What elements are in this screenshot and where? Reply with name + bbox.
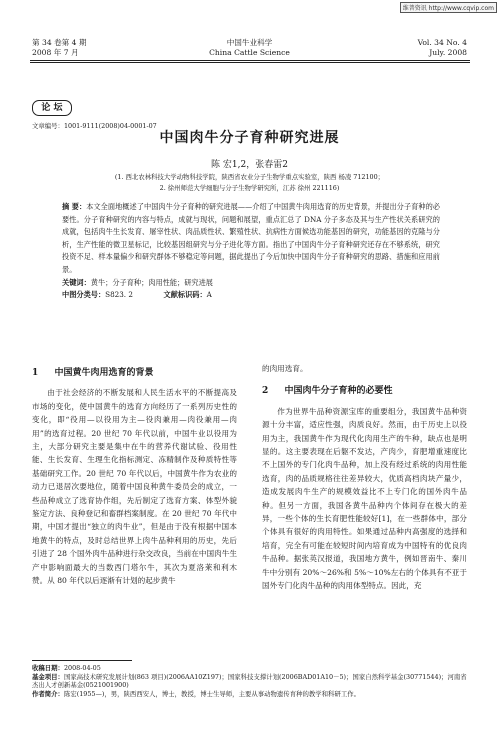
footnote-received-text: 2008-04-05: [63, 664, 101, 672]
footnote-author-label: 作者简介：: [32, 689, 64, 698]
clc-label: 中图分类号：: [62, 290, 106, 300]
publish-date-en: July. 2008: [429, 48, 467, 57]
footnote-funding: [32, 673, 472, 690]
footnote-rule: [32, 660, 132, 661]
doc-code-label: 文献标识码：: [163, 290, 207, 300]
journal-name-en: China Cattle Science: [209, 48, 290, 57]
affiliation-1: (1. 西北农林科技大学动物科技学院，陕西省农业分子生物学重点实验室，陕西 杨凌 712100；: [114, 173, 385, 181]
header-rule-double: [30, 62, 470, 63]
footnote-funding-label: 基金项目：: [32, 672, 64, 681]
authors: 陈 宏1,2，张春雷2: [211, 160, 288, 170]
keywords: 黄牛；分子育种；肉用性能；研究进展: [90, 277, 213, 287]
clc-number: S823. 2: [105, 290, 133, 300]
header-rule: [30, 60, 470, 61]
section-2-number: 2: [262, 386, 269, 397]
section-1-number: 1: [32, 368, 39, 378]
footnote-received-label: 收稿日期：: [32, 664, 64, 672]
footnotes: [32, 664, 472, 698]
footnote-author-bio: [32, 690, 472, 699]
section-1-heading: [32, 367, 237, 380]
section-tag: 论 坛: [32, 100, 72, 116]
footnote-author-text: 陈宏(1955—)，男，陕西西安人，博士，教授，博士生导师，主要从事动物遗传育种的教学和科研工作。: [63, 689, 360, 698]
abstract-label: 摘 要：: [62, 202, 87, 211]
article-number: 文章编号：1001-9111(2008)04-0001-07: [32, 122, 157, 130]
classification-line: [62, 289, 440, 302]
keywords-line: [62, 277, 440, 290]
journal-name-cn: 中国牛业科学: [226, 38, 273, 47]
footnote-funding-text: 国家高技术研究发展计划(863 项目)(2006AA10Z197)；国家科技支撑计划(2006BAD01A10－5)；国家自然科学基金(30771544)；河南省杰出人才创新基金(0521001900): [32, 672, 467, 690]
archive-stamp: 维普资讯 http://www.cqvip.com: [400, 2, 497, 13]
abstract-body: 本文全面地概述了中国肉牛分子育种的研究进展——介绍了中国黄牛肉用选育的历史背景，并提出分子育种的必要性。分子育种研究的内容与特点，成就与现状，问题和展望，重点汇总了 DNA 分子多态及其与生产性状关系研究的成就，包括肉牛生长发育、屠宰性状、肉品质性状、繁殖性状、抗病性方面候选功能基因的研究，功能基因的克隆与分析，生产性能的微卫星标记，比较基因组研究与分子进化等方面。指出了中国肉牛分子育种研究还存在不够系统，研究投资不足、样本量偏少和研究群体不够稳定等问题，据此提出了今后加快中国肉牛分子育种研究的思路、措施和应用前景。: [62, 202, 440, 274]
affiliation-2: 2. 徐州师范大学细胞与分子生物学研究所，江苏 徐州 221116): [159, 184, 340, 192]
right-column: [262, 362, 467, 593]
abstract-text: [62, 201, 440, 277]
volume-issue-en: Vol. 34 No. 4: [417, 38, 467, 47]
section-2-title: 中国肉牛分子育种的必要性: [284, 386, 393, 397]
section-1-title: 中国黄牛肉用选育的背景: [54, 368, 154, 378]
article-title: 中国肉牛分子育种研究进展: [159, 130, 340, 146]
section-1-paragraph: 由于社会经济的不断发展和人民生活水平的不断提高及市场的变化，使中国黄牛的选育方向经历了一系列历史性的变化，即“役用—以役用为主—役肉兼用—肉役兼用—肉用”的选育过程。20 世纪 70 年代以前，中国牛业以役用为主，大部分研究主要是集中在牛的营养代谢试验、役用性能、生长发育、生理生化指标测定、冻精制作及种质特性等基础研究工作。20 世纪 70 年代以后，中国黄牛作为农业的动力已退居次要地位，随着中国良种黄牛委员会的成立，一些品种成立了选育协作组，先后制定了选育方案、体型外貌鉴定方法、良种登记和畜群档案制度。在 20 世纪 70 年代中期，中国才提出“独立的肉牛业”，但是由于没有根据中国本地黄牛的特点，及时总结世界上肉牛品种利用的历史，先后引进了 28 个国外肉牛品种进行杂交改良，当前在中国肉牛生产中影响面最大的当数西门塔尔牛，其次为夏洛莱和利木赞。从 80 年代以后逐渐有计划的起步黄牛: [32, 388, 237, 586]
keywords-label: 关键词：: [62, 277, 91, 287]
header-right: [418, 38, 467, 58]
section-2-paragraph: 作为世界牛品种资源宝库的重要组分，我国黄牛品种资源十分丰富，适应性强，肉质良好。然而，由于历史上以役用为主，我国黄牛作为现代化肉用生产的牛种，缺点也是明显的。这主要表现在后躯不发达，产肉少，育肥增重速度比不上国外的专门化肉牛品种，加上没有经过系统的肉用性能选育，肉的品质规格往往差异较大，优质高档肉块产量少，造成发展肉牛生产的规模效益比不上专门化的国外肉牛品种。但另一方面，我国各黄牛品种内个体间存在极大的差异，一些个体的生长育肥性能较好[1]，在一些群体中，部分个体具有很好的肉用特性。如果通过品种内高强度的选择和培育，完全有可能在较短时间内培育成为中国特有的优良肉牛品种。据张英汉报道，我国地方黄牛，例如晋南牛、秦川牛中分别有 20%～26%和 5%～10%左右的个体具有不亚于国外专门化肉牛品种的肉用体型特点。因此，充: [262, 406, 467, 591]
left-column: [32, 367, 237, 588]
volume-issue-cn: 第 34 卷第 4 期: [32, 38, 87, 47]
continued-text: 的肉用选育。: [262, 364, 308, 373]
publish-date-cn: 2008 年 7 月: [32, 48, 79, 57]
section-2-heading: [262, 385, 467, 398]
abstract-block: [62, 201, 440, 302]
doc-code: A: [206, 290, 212, 300]
footnote-received: [32, 664, 472, 673]
